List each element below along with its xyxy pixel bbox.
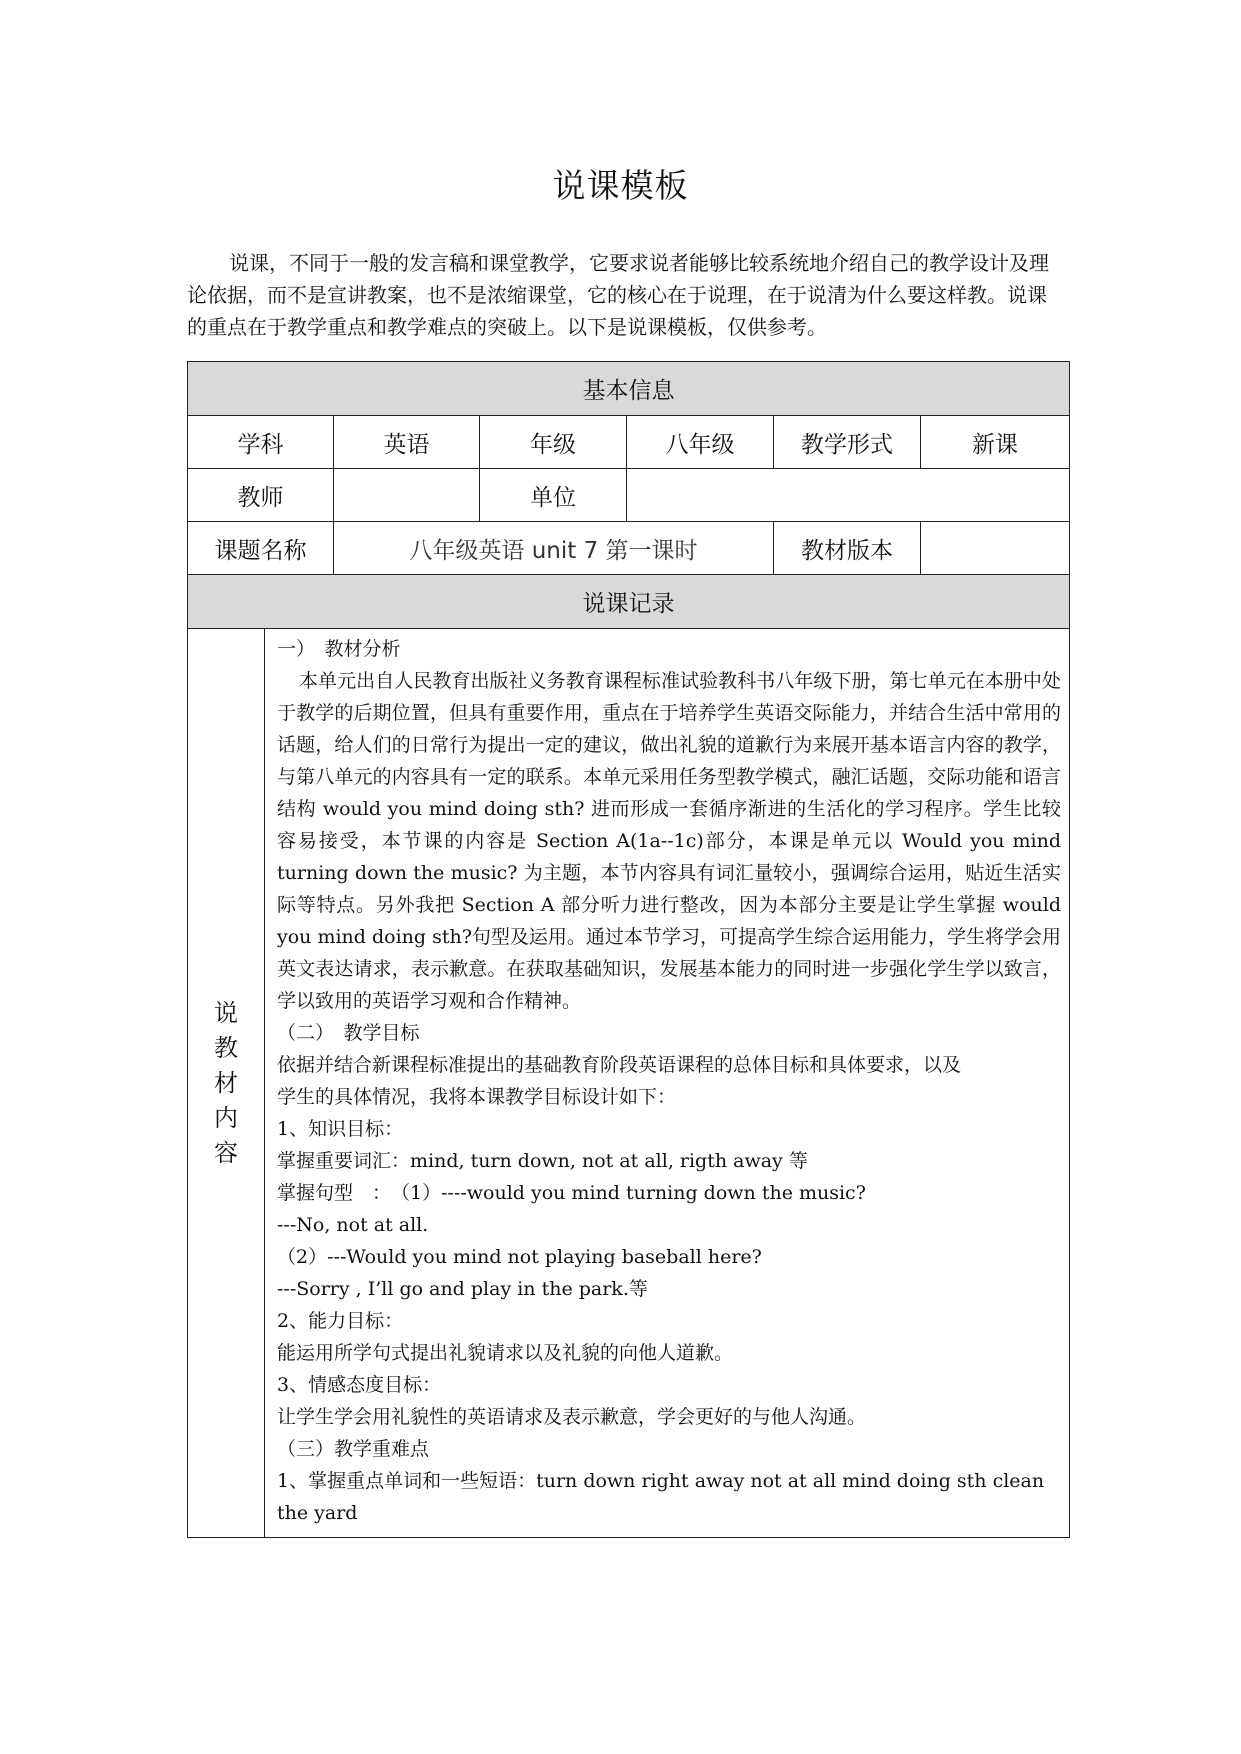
subject-label: 学科 bbox=[188, 416, 334, 469]
subject-row bbox=[188, 416, 1070, 469]
lesson-value: 八年级英语 unit 7 第一课时 bbox=[334, 522, 774, 575]
knowledge-pattern-line: 掌握句型 ： （1）----would you mind turning down the music? bbox=[277, 1182, 866, 1204]
grade-label: 年级 bbox=[480, 416, 627, 469]
record-header: 说课记录 bbox=[188, 575, 1070, 629]
lesson-row bbox=[188, 522, 1070, 575]
key-points-line-2: the yard bbox=[277, 1502, 358, 1524]
lesson-label: 课题名称 bbox=[188, 522, 334, 575]
basic-info-header-row bbox=[188, 362, 1070, 416]
knowledge-answer-1: ---No, not at all. bbox=[277, 1214, 429, 1236]
basic-info-header: 基本信息 bbox=[188, 362, 1070, 416]
ability-goal-text: 能运用所学句式提出礼貌请求以及礼貌的向他人道歉。 bbox=[277, 1342, 734, 1364]
emotion-goal-text: 让学生学会用礼貌性的英语请求及表示歉意，学会更好的与他人沟通。 bbox=[277, 1406, 867, 1428]
teacher-label: 教师 bbox=[188, 469, 334, 522]
form-label: 教学形式 bbox=[774, 416, 921, 469]
ability-goal-heading: 2、能力目标： bbox=[277, 1310, 404, 1332]
material-analysis-paragraph: 本单元出自人民教育出版社义务教育课程标准试验教科书八年级下册，第七单元在本册中处于教学的后期位置，但具有重要作用，重点在于培养学生英语交际能力，并结合生活中常用的话题，给人们的日常行为提出一定的建议，做出礼貌的道歉行为来展开基本语言内容的教学，与第八单元的内容具有一定的联系。本单元采用任务型教学模式，融汇话题，交际功能和语言结构 would you mind doing sth? 进而形成一套循序渐进的生活化的学习程序。学生比较容易接受，本节课的内容是 Section A(1a--1c)部分，本课是单元以 Would you mind turning down the music? 为主题，本节内容具有词汇量较小，强调综合运用，贴近生活实际等特点。另外我把 Section A 部分听力进行整改，因为本部分主要是让学生掌握 would you mind doing sth?句型及运用。通过本节学习，可提高学生综合运用能力，学生将学会用英文表达请求，表示歉意。在获取基础知识，发展基本能力的同时进一步强化学生学以致言，学以致用的英语学习观和合作精神。 bbox=[277, 670, 1061, 1012]
content-cell bbox=[265, 629, 1070, 1538]
knowledge-answer-2: ---Sorry , I’ll go and play in the park.等 bbox=[277, 1278, 648, 1300]
side-label: 说 教 材 内 容 bbox=[214, 998, 238, 1167]
content-row bbox=[188, 629, 1070, 1538]
form-value: 新课 bbox=[921, 416, 1070, 469]
side-label-cell bbox=[188, 629, 265, 1538]
grade-value: 八年级 bbox=[627, 416, 774, 469]
goals-intro-line-1: 依据并结合新课程标准提出的基础教育阶段英语课程的总体目标和具体要求，以及 bbox=[277, 1054, 962, 1076]
key-points-line-1: 1、掌握重点单词和一些短语：turn down right away not at all mind doing sth clean bbox=[277, 1470, 1045, 1492]
textbook-value bbox=[921, 522, 1070, 575]
knowledge-vocab-line: 掌握重要词汇：mind, turn down, not at all, rigth away 等 bbox=[277, 1150, 808, 1172]
unit-label: 单位 bbox=[480, 469, 627, 522]
section-heading-1: 一） 教材分析 bbox=[277, 638, 401, 660]
record-header-row bbox=[188, 575, 1070, 629]
knowledge-goal-heading: 1、知识目标： bbox=[277, 1118, 404, 1140]
teacher-row bbox=[188, 469, 1070, 522]
lesson-info-table bbox=[187, 361, 1070, 1538]
page-title: 说课模板 bbox=[552, 166, 689, 205]
section-heading-3: （三）教学重难点 bbox=[277, 1438, 430, 1460]
intro-paragraph: 说课，不同于一般的发言稿和课堂教学，它要求说者能够比较系统地介绍自己的教学设计及理论依据，而不是宣讲教案，也不是浓缩课堂，它的核心在于说理，在于说清为什么要这样教。说课的重点在于教学重点和教学难点的突破上。以下是说课模板，仅供参考。 bbox=[187, 251, 1049, 339]
unit-value bbox=[627, 469, 1070, 522]
teacher-value bbox=[334, 469, 480, 522]
subject-value: 英语 bbox=[334, 416, 480, 469]
lesson-form bbox=[187, 361, 1069, 1579]
textbook-label: 教材版本 bbox=[774, 522, 921, 575]
goals-intro-line-2: 学生的具体情况，我将本课教学目标设计如下： bbox=[277, 1086, 677, 1108]
emotion-goal-heading: 3、情感态度目标： bbox=[277, 1374, 442, 1396]
section-heading-2: （二） 教学目标 bbox=[277, 1022, 420, 1044]
knowledge-pattern-2: （2）---Would you mind not playing baseball here? bbox=[277, 1246, 762, 1268]
